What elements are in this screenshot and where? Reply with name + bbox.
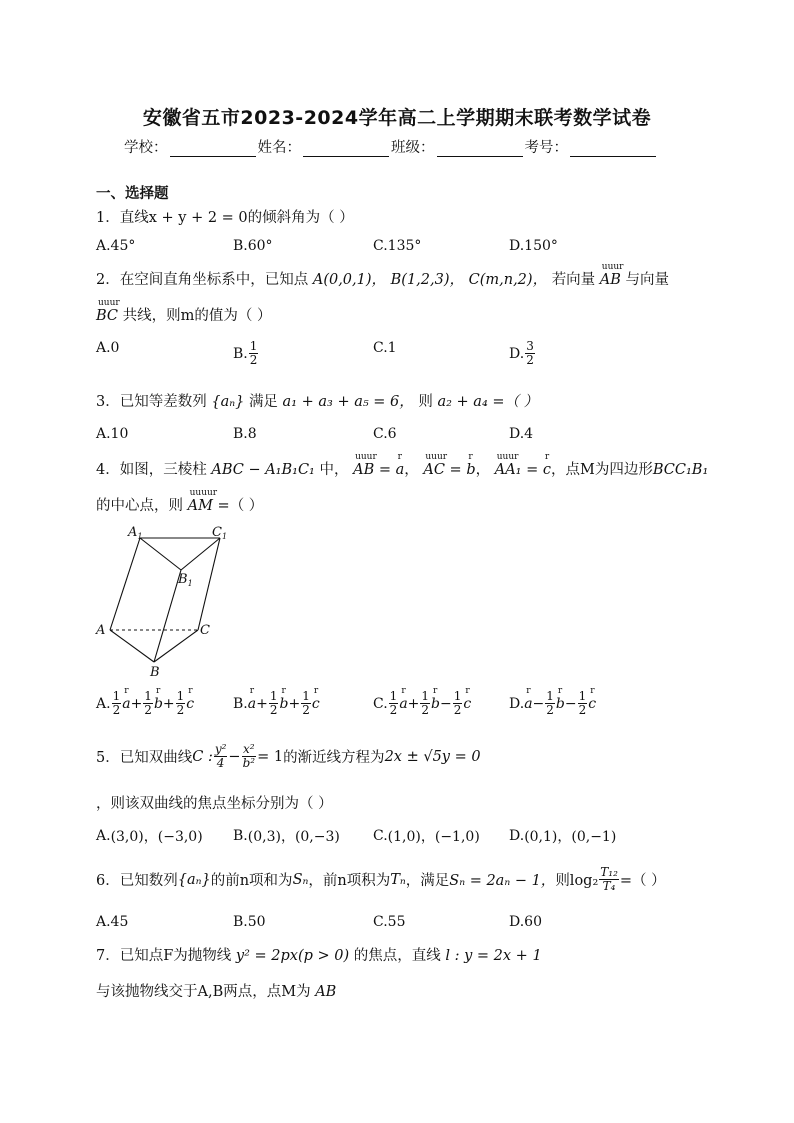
number-field[interactable]	[525, 136, 659, 157]
q5-text-mid: 的渐近线方程为	[283, 750, 385, 766]
q7-text-2: 与该抛物线交于A,B两点，点M为	[96, 984, 311, 1000]
q3-option-b[interactable]: B.8	[233, 426, 257, 442]
q6-text-d: 则log₂	[555, 873, 599, 889]
q2-point-a: A(0,0,1)，	[312, 272, 387, 288]
q2-option-a[interactable]: A.0	[96, 340, 120, 356]
q4-vector-ab: uuur AB	[353, 452, 377, 478]
name-label: 姓名：	[257, 140, 301, 156]
q7-line: l : y = 2x + 1	[445, 948, 542, 964]
label-c1: $C_1$	[212, 525, 228, 541]
class-blank[interactable]	[437, 142, 523, 157]
q5-asymptote: 2x ± √5y = 0	[384, 748, 481, 765]
q6-ask: =（ ）	[619, 873, 666, 889]
label-b1: $B_1$	[178, 572, 193, 588]
class-label: 班级：	[391, 140, 435, 156]
q2-text-tail: 与向量	[625, 272, 670, 288]
q1-option-c[interactable]: C.135°	[373, 238, 422, 254]
q6-cond: Sₙ = 2aₙ − 1，	[449, 873, 556, 889]
q6-text-b: ，前n项积为	[308, 873, 391, 889]
q4-option-c[interactable]: C. $\frac{1}{2}$ r a + $\frac{1}{2}$ r b − $\frac{1}{2}$ r c	[373, 685, 472, 717]
q2-option-b[interactable]: B. $\frac{1}{2}$	[233, 339, 258, 367]
q2-vector-bc: uuur BC	[96, 298, 120, 324]
q5-frac-y: $\frac{\text{y²}}{4}$	[214, 742, 227, 770]
q5-option-a[interactable]: A. (3,0)，(−3,0)	[96, 828, 203, 845]
q7-seg: AB	[315, 984, 337, 1000]
q2-vector-ab: uuur AB	[599, 262, 624, 288]
question-4-line-2	[96, 488, 264, 515]
q4-text-2: 的中心点，则	[96, 498, 183, 514]
q4-vector-am: uuuur AM	[187, 488, 218, 514]
q1-option-d[interactable]: D.150°	[509, 238, 558, 254]
q4-option-d[interactable]: D. r a − $\frac{1}{2}$ r b − $\frac{1}{2}$ r c	[509, 685, 597, 717]
q4-vec-b: r b	[466, 452, 476, 478]
q3-ask: a₂ + a₄ =（ ）	[437, 394, 539, 410]
q6-s: Sₙ	[292, 871, 309, 888]
q4-text-2-post: =（ ）	[217, 498, 264, 514]
q3-seq: {aₙ}	[211, 394, 245, 410]
question-6	[96, 866, 666, 893]
q2-text: 2．在空间直角坐标系中，已知点	[96, 272, 309, 288]
question-5-line-1: 5．已知双曲线 C : $\frac{\text{y²}}{4}$ − $\frac{\text{x²}}{\text{b²}}$ = 1 的渐近线方程为 2x ± √5y = 0	[96, 742, 481, 770]
number-blank[interactable]	[570, 142, 656, 157]
q2-text-2: 共线，则m的值为（ ）	[122, 308, 272, 324]
q3-option-c[interactable]: C.6	[373, 426, 397, 442]
school-field[interactable]	[124, 136, 258, 157]
q2-text-post: 若向量	[551, 272, 596, 288]
q2-point-c: C(m,n,2)，	[468, 272, 548, 288]
q1-option-a[interactable]: A.45°	[96, 238, 136, 254]
q3-text: 3．已知等差数列	[96, 394, 207, 410]
q7-text: 7．已知点F为抛物线	[96, 948, 232, 964]
question-3	[96, 390, 538, 411]
q6-seq: {aₙ}	[177, 871, 211, 888]
q4-text-mid: 中，	[319, 462, 349, 478]
q6-option-a[interactable]: A.45	[96, 914, 129, 930]
question-5-line-2: ，则该双曲线的焦点坐标分别为（ ）	[96, 796, 333, 812]
label-b: B	[150, 665, 160, 680]
question-1: 1．直线x + y + 2 = 0的倾斜角为（ ）	[96, 210, 354, 226]
question-4-line-1: 4．如图，三棱柱 ABC − A₁B₁C₁ 中， uuur AB = r a， uuur AC = r b， uuur AA₁ = r c，点M为四边形BCC₁B₁	[96, 452, 709, 478]
q6-text-c: ，满足	[405, 873, 450, 889]
q6-option-c[interactable]: C.55	[373, 914, 406, 930]
q4-option-b[interactable]: B. r a + $\frac{1}{2}$ r b + $\frac{1}{2}$ r c	[233, 685, 320, 717]
q5-option-c[interactable]: C. (1,0)，(−1,0)	[373, 828, 480, 845]
q4-option-a[interactable]: A. $\frac{1}{2}$ r a + $\frac{1}{2}$ r b + $\frac{1}{2}$ r c	[96, 685, 195, 717]
q3-option-a[interactable]: A.10	[96, 426, 129, 442]
q5-option-d[interactable]: D. (0,1)，(0,−1)	[509, 828, 617, 845]
q3-cond: a₁ + a₃ + a₅ = 6，	[282, 394, 414, 410]
school-blank[interactable]	[170, 142, 256, 157]
q6-frac: $\frac{\text{T₁₂}}{\text{T₄}}$	[600, 865, 618, 893]
name-blank[interactable]	[303, 142, 389, 157]
q6-text: 6．已知数列	[96, 873, 178, 889]
q5-eq: = 1	[257, 748, 284, 765]
page-title: 安徽省五市2023-2024学年高二上学期期末联考数学试卷	[142, 107, 652, 129]
q4-prism: ABC − A₁B₁C₁	[211, 462, 315, 478]
q4-quad: BCC₁B₁	[652, 462, 709, 478]
student-info-line	[124, 136, 658, 157]
label-c: C	[200, 623, 210, 638]
q3-text-post: 则	[418, 394, 433, 410]
q5-curve: C :	[192, 748, 213, 765]
q3-option-d[interactable]: D.4	[509, 426, 534, 442]
q1-option-b[interactable]: B.60°	[233, 238, 273, 254]
q4-vec-a: r a	[395, 452, 405, 478]
q6-t: Tₙ	[390, 871, 406, 888]
q2-option-c[interactable]: C.1	[373, 340, 397, 356]
class-field[interactable]	[391, 136, 525, 157]
label-a1: $A_1$	[128, 525, 143, 541]
section-heading: 一、选择题	[96, 186, 169, 202]
q7-text-mid: 的焦点，直线	[353, 948, 441, 964]
q6-option-b[interactable]: B.50	[233, 914, 266, 930]
q4-vec-c: r c	[542, 452, 551, 478]
prism-figure	[94, 520, 244, 680]
q4-vector-ac: uuur AC	[423, 452, 448, 478]
q5-frac-x: $\frac{\text{x²}}{\text{b²}}$	[242, 742, 256, 770]
q6-option-d[interactable]: D.60	[509, 914, 542, 930]
q4-text: 4．如图，三棱柱	[96, 462, 207, 478]
q7-parabola: y² = 2px(p > 0)	[235, 948, 350, 964]
q3-text-mid: 满足	[248, 394, 278, 410]
q5-option-b[interactable]: B. (0,3)，(0,−3)	[233, 828, 340, 845]
q4-text-post: ，点M为四边形	[551, 462, 653, 478]
question-7-line-1	[96, 944, 542, 965]
q2-point-b: B(1,2,3)，	[390, 272, 465, 288]
question-7-line-2	[96, 980, 336, 1001]
question-2-line-1	[96, 262, 670, 289]
q6-text-a: 的前n项和为	[210, 873, 293, 889]
name-field[interactable]	[258, 136, 392, 157]
label-a: A	[96, 623, 106, 638]
question-2-line-2	[96, 298, 272, 325]
q5-text: 5．已知双曲线	[96, 750, 193, 766]
q2-option-d[interactable]: D. $\frac{3}{2}$	[509, 339, 534, 367]
school-label: 学校：	[124, 140, 168, 156]
q4-vector-aa1: uuur AA₁	[494, 452, 522, 478]
number-label: 考号：	[524, 140, 568, 156]
